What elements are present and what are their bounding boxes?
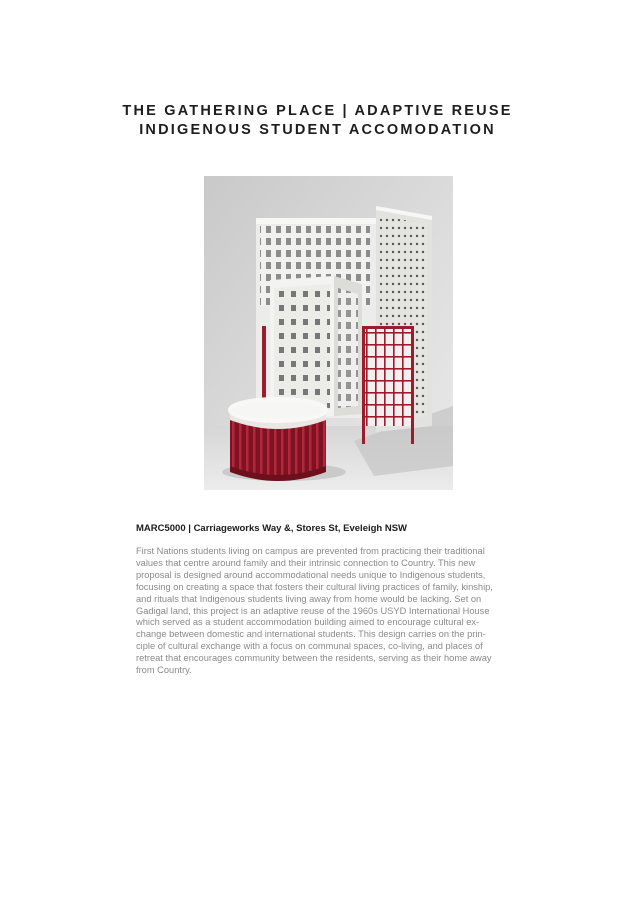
- description-line: and rituals that Indigenous students living away from home would be lacking. Set on: [136, 593, 482, 604]
- description-line: ciple of cultural exchange with a focus on communal spaces, co-living, and places of: [136, 641, 483, 652]
- page-title: [0, 102, 635, 140]
- description-line: which served as a student accommodation building aimed to encourage cultural ex-: [136, 617, 480, 628]
- description-line: change between domestic and international students. This design carries on the prin-: [136, 629, 486, 640]
- project-description: [136, 546, 502, 677]
- description-line: Gadigal land, this project is an adaptive reuse of the 1960s USYD International House: [136, 605, 490, 616]
- description-line: First Nations students living on campus are prevented from practicing their traditional: [136, 546, 485, 556]
- project-subtitle: MARC5000 | Carriageworks Way &, Stores St, Eveleigh NSW: [136, 523, 408, 534]
- architectural-model-photo: [204, 176, 453, 490]
- title-line-2: INDIGENOUS STUDENT ACCOMODATION: [139, 122, 496, 138]
- description-line: from Country.: [136, 665, 192, 676]
- description-line: values that centre around family and their intrinsic connection to Country. This new: [136, 557, 476, 568]
- title-line-1: THE GATHERING PLACE | ADAPTIVE REUSE: [122, 103, 513, 119]
- description-line: retreat that encourages community between the residents, serving as their home away: [136, 653, 492, 664]
- description-line: proposal is designed around accommodational needs unique to Indigenous students,: [136, 569, 486, 580]
- description-line: focusing on creating a space that fosters their cultural living practices of family, kinship,: [136, 581, 493, 592]
